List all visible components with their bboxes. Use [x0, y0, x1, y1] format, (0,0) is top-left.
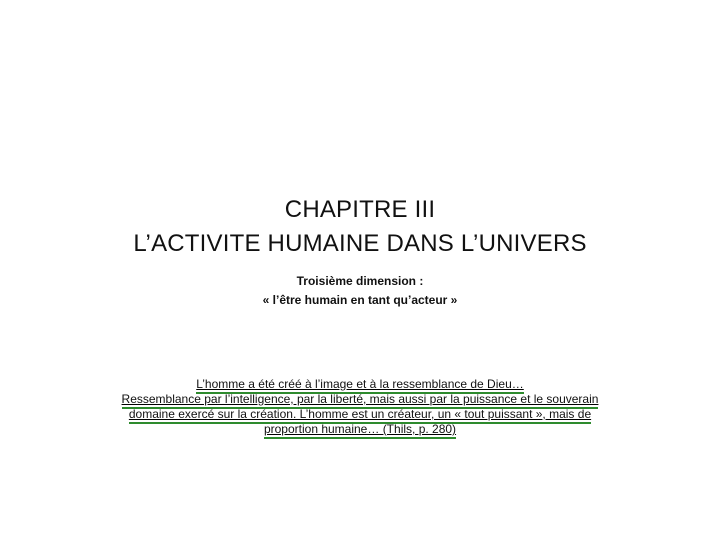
- quote-line-2: Ressemblance par l’intelligence, par la liberté, mais aussi par la puissance et le souverain: [122, 392, 599, 409]
- subtitle-line-1: Troisième dimension :: [296, 274, 424, 288]
- subtitle-line-2: « l’être humain en tant qu’acteur »: [262, 293, 458, 307]
- quote-line-1: L’homme a été créé à l’image et à la ressemblance de Dieu…: [196, 377, 524, 394]
- quote-line-3: domaine exercé sur la création. L’homme est un créateur, un « tout puissant », mais de: [129, 407, 591, 424]
- title-line-2: L’ACTIVITE HUMAINE DANS L’UNIVERS: [133, 230, 587, 257]
- quote-line-4: proportion humaine… (Thils, p. 280): [264, 422, 456, 439]
- title-line-1: CHAPITRE III: [284, 196, 436, 223]
- slide-title: [0, 193, 720, 261]
- slide-subtitle: [0, 272, 720, 310]
- quote-block: [115, 377, 605, 437]
